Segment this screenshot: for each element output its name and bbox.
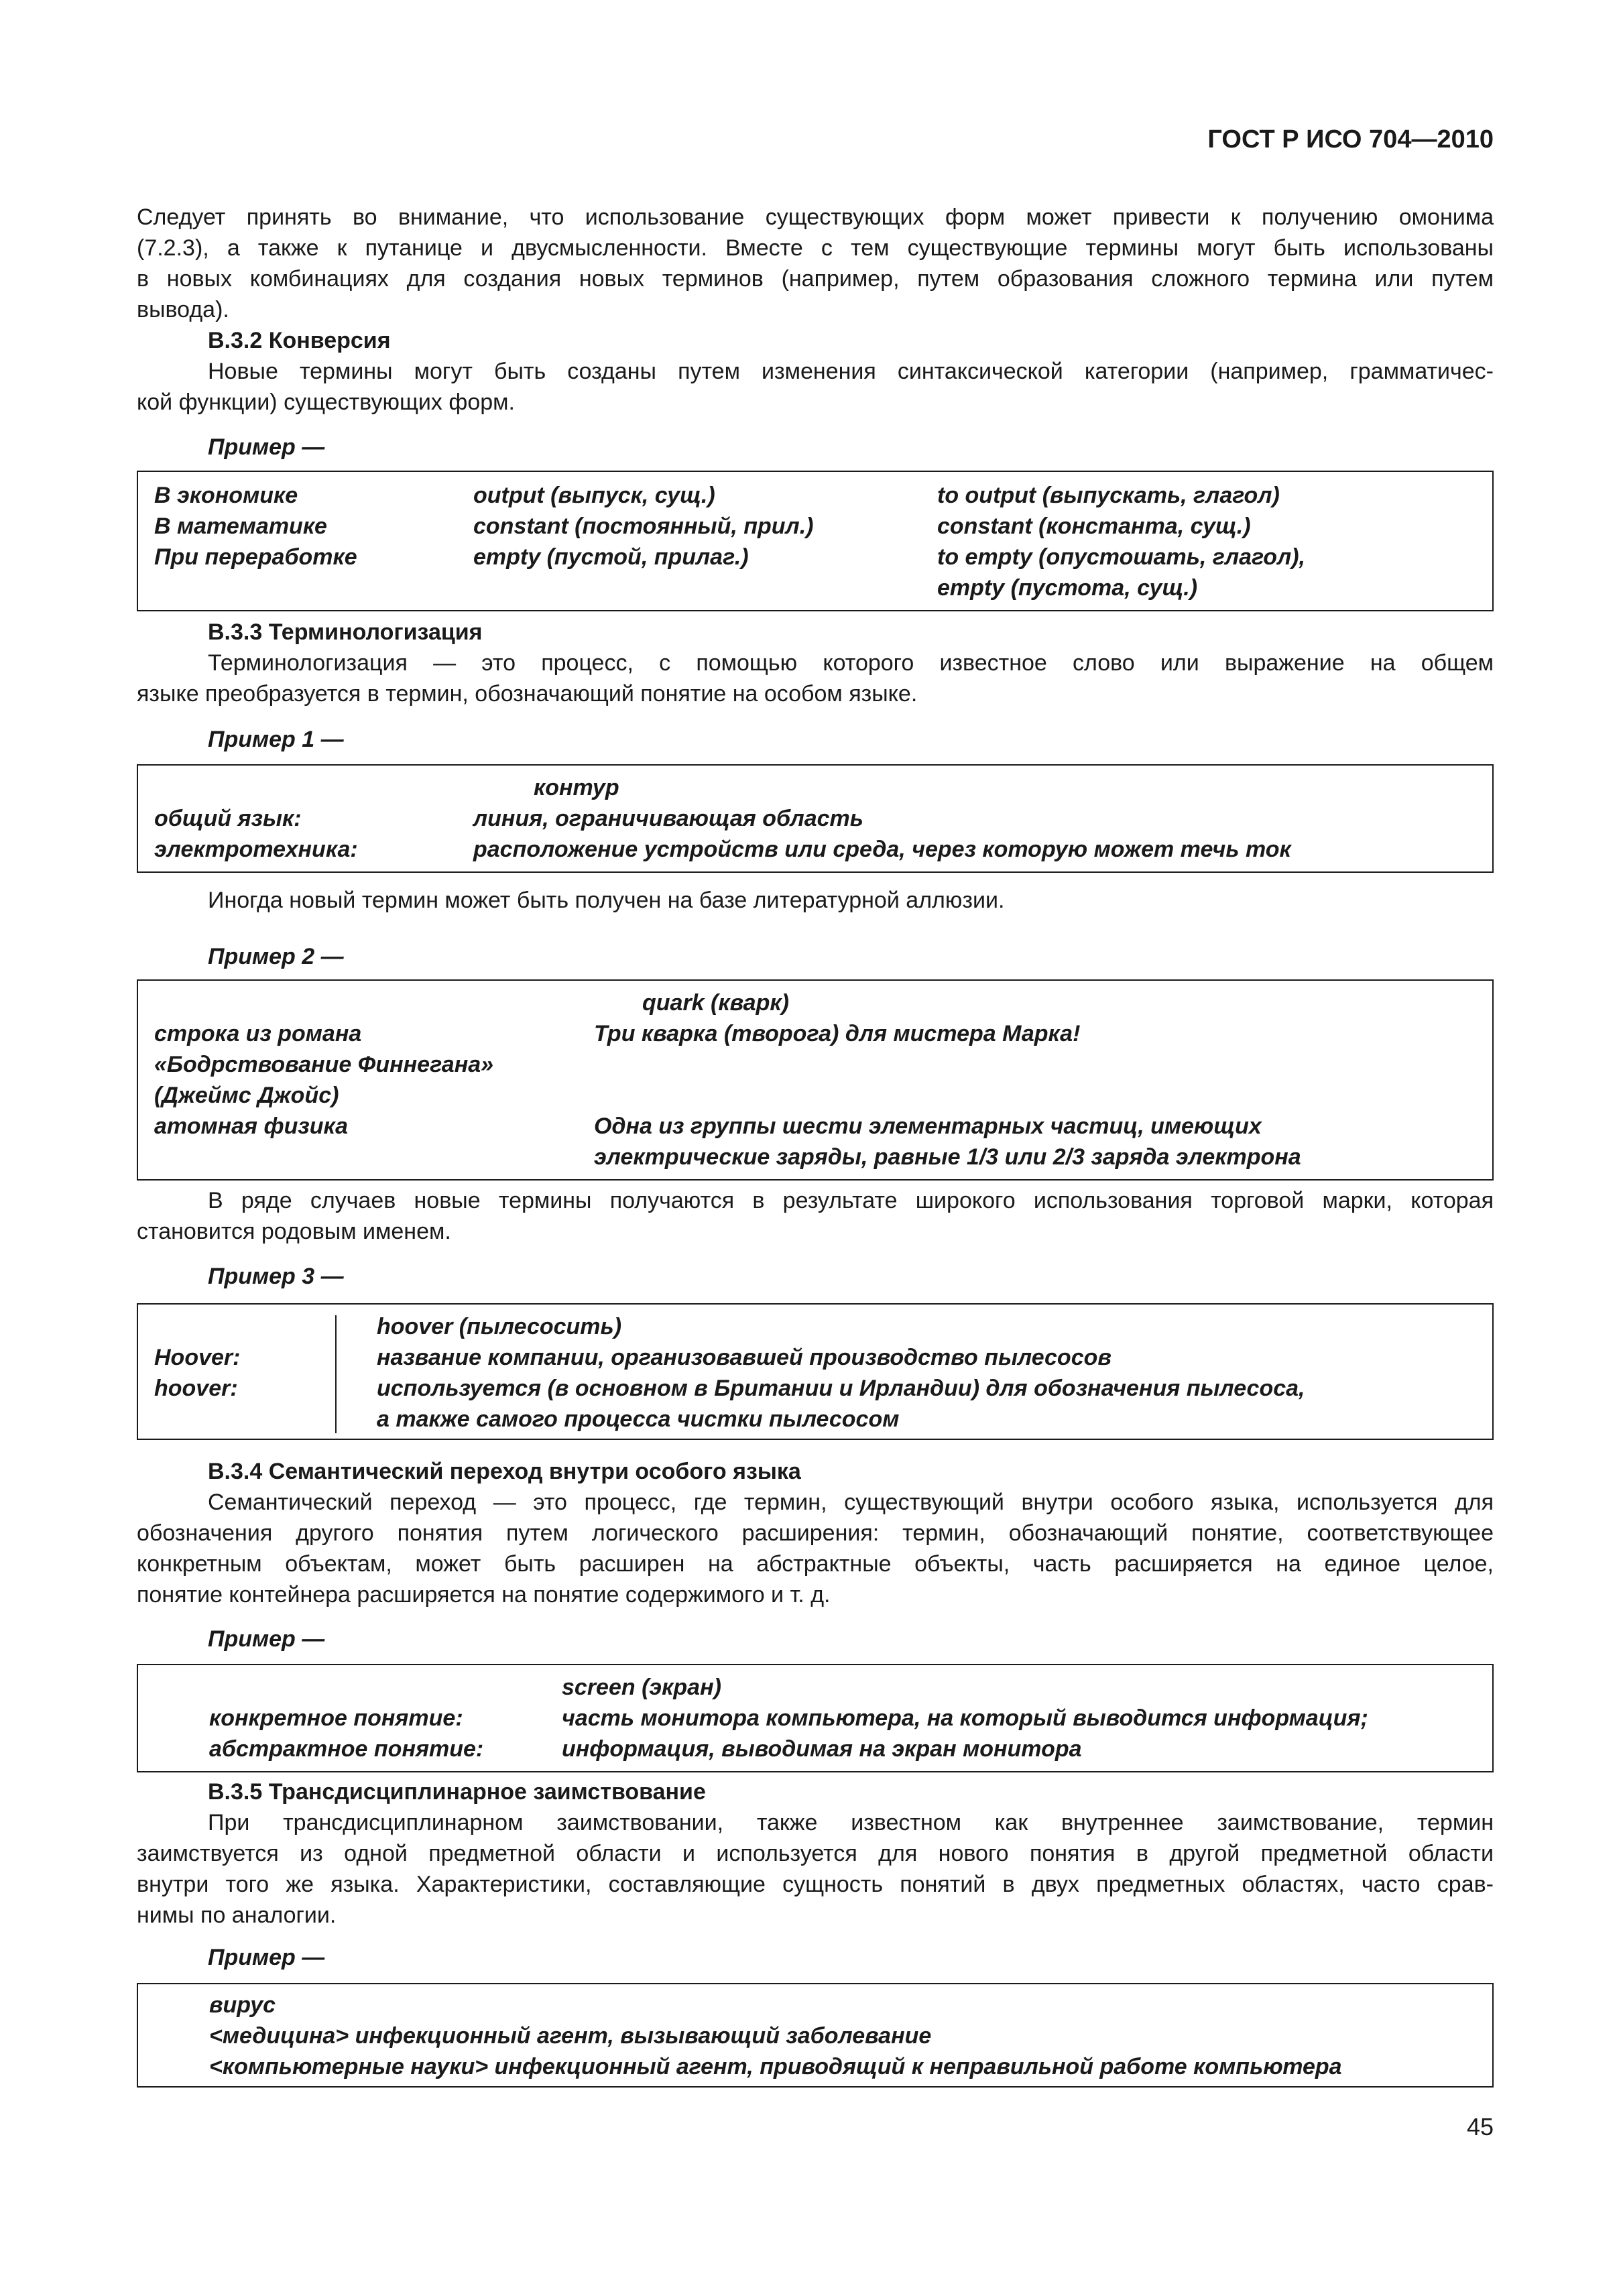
paragraph-line: заимствуется из одной предметной области и используется для нового понятия в другой предметной области bbox=[137, 1841, 1494, 1866]
box-cell: <медицина> инфекционный агент, вызывающий заболевание bbox=[209, 2023, 932, 2049]
example-label: Пример 1 — bbox=[208, 727, 344, 752]
paragraph-line: конкретным объектам, может быть расширен на абстрактные объекты, часть расширяется на единое целое, bbox=[137, 1551, 1494, 1577]
section-heading: В.3.4 Семантический переход внутри особого языка bbox=[208, 1459, 801, 1484]
section-b32 bbox=[137, 325, 1494, 418]
paragraph-line: нимы по аналогии. bbox=[137, 1902, 337, 1928]
section-b33 bbox=[137, 617, 1494, 709]
box-term: quark (кварк) bbox=[642, 990, 789, 1016]
example-box-hoover bbox=[137, 1303, 1494, 1440]
paragraph-line: Семантический переход — это процесс, где термин, существующий внутри особого языка, используется для bbox=[208, 1490, 1494, 1515]
example-label: Пример — bbox=[208, 1945, 325, 1970]
paragraph-line: При трансдисциплинарном заимствовании, также известном как внутреннее заимствование, термин bbox=[208, 1810, 1494, 1835]
example-box-screen bbox=[137, 1664, 1494, 1772]
box-term: screen (экран) bbox=[562, 1675, 721, 1700]
example-label: Пример 3 — bbox=[208, 1264, 344, 1289]
paragraph-line: языке преобразуется в термин, обозначающий понятие на особом языке. bbox=[137, 681, 918, 707]
paragraph-line: внутри того же языка. Характеристики, составляющие сущность понятий в двух предметных областях, часто срав- bbox=[137, 1872, 1494, 1897]
box-cell: В экономике bbox=[154, 483, 298, 508]
box-cell: «Бодрствование Финнегана» bbox=[154, 1052, 494, 1077]
box-cell: Hoover: bbox=[154, 1345, 241, 1370]
box-term: контур bbox=[534, 775, 619, 800]
page-number: 45 bbox=[1466, 2113, 1494, 2140]
box-cell: часть монитора компьютера, на который выводится информация; bbox=[562, 1705, 1368, 1731]
box-cell: атомная физика bbox=[154, 1113, 349, 1139]
box-cell: общий язык: bbox=[154, 806, 302, 831]
box-cell: hoover: bbox=[154, 1376, 238, 1401]
box-cell: При переработке bbox=[154, 544, 357, 570]
box-cell: абстрактное понятие: bbox=[209, 1736, 484, 1762]
paragraph-line: обозначения другого понятия путем логического расширения: термин, обозначающий понятие, соответствующее bbox=[137, 1520, 1494, 1546]
section-heading: В.3.5 Трансдисциплинарное заимствование bbox=[208, 1779, 706, 1805]
box-cell: линия, ограничивающая область bbox=[473, 806, 863, 831]
box-cell: empty (пустота, сущ.) bbox=[937, 575, 1198, 601]
box-cell: constant (постоянный, прил.) bbox=[473, 513, 814, 539]
box-cell: название компании, организовавшей производство пылесосов bbox=[377, 1345, 1111, 1370]
paragraph-line: В ряде случаев новые термины получаются в результате широкого использования торговой марки, которая bbox=[208, 1188, 1494, 1213]
box-cell: (Джеймс Джойс) bbox=[154, 1083, 339, 1108]
intro-paragraph bbox=[137, 202, 1494, 325]
box-cell: электрические заряды, равные 1/3 или 2/3 заряда электрона bbox=[594, 1144, 1301, 1170]
example-box-conversion bbox=[137, 471, 1494, 611]
box-cell: <компьютерные науки> инфекционный агент, приводящий к неправильной работе компьютера bbox=[209, 2054, 1342, 2079]
intro-line: (7.2.3), а также к путанице и двусмысленности. Вместе с тем существующие термины могут быть использованы bbox=[137, 235, 1494, 261]
box-cell: используется (в основном в Британии и Ирландии) для обозначения пылесоса, bbox=[377, 1376, 1305, 1401]
example-box-contour bbox=[137, 764, 1494, 873]
section-heading: В.3.2 Конверсия bbox=[208, 328, 391, 353]
paragraph-line: Новые термины могут быть созданы путем изменения синтаксической категории (например, грамматичес- bbox=[208, 359, 1494, 384]
box-cell: информация, выводимая на экран монитора bbox=[562, 1736, 1082, 1762]
example-label: Пример 2 — bbox=[208, 944, 344, 969]
paragraph-line: становится родовым именем. bbox=[137, 1219, 451, 1244]
box-cell: to output (выпускать, глагол) bbox=[937, 483, 1280, 508]
box-cell: строка из романа bbox=[154, 1021, 362, 1046]
paragraph: Иногда новый термин может быть получен на базе литературной аллюзии. bbox=[208, 888, 1005, 913]
paragraph-trademark bbox=[137, 1185, 1494, 1247]
section-heading: В.3.3 Терминологизация bbox=[208, 619, 483, 645]
box-cell: to empty (опустошать, глагол), bbox=[937, 544, 1305, 570]
example-box-virus bbox=[137, 1983, 1494, 2088]
intro-line: Следует принять во внимание, что использование существующих форм может привести к получению омонима bbox=[137, 204, 1494, 230]
box-cell: empty (пустой, прилаг.) bbox=[473, 544, 749, 570]
paragraph-line: Терминологизация — это процесс, с помощью которого известное слово или выражение на общем bbox=[208, 650, 1494, 676]
box-cell: output (выпуск, сущ.) bbox=[473, 483, 715, 508]
intro-line: в новых комбинациях для создания новых терминов (например, путем образования сложного термина или путем bbox=[137, 266, 1494, 292]
example-box-quark bbox=[137, 979, 1494, 1181]
paragraph-line: понятие контейнера расширяется на понятие содержимого и т. д. bbox=[137, 1582, 831, 1608]
example-label: Пример — bbox=[208, 1626, 325, 1652]
box-cell: конкретное понятие: bbox=[209, 1705, 463, 1731]
section-b35 bbox=[137, 1776, 1494, 1931]
box-term: вирус bbox=[209, 1992, 276, 2018]
section-b34 bbox=[137, 1456, 1494, 1610]
box-term: hoover (пылесосить) bbox=[377, 1314, 622, 1339]
box-cell: Одна из группы шести элементарных частиц, имеющих bbox=[594, 1113, 1262, 1139]
paragraph-line: кой функции) существующих форм. bbox=[137, 389, 515, 415]
intro-line: вывода). bbox=[137, 297, 229, 322]
box-cell: В математике bbox=[154, 513, 327, 539]
example-label: Пример — bbox=[208, 434, 325, 460]
box-cell: расположение устройств или среда, через которую может течь ток bbox=[473, 837, 1291, 862]
column-divider bbox=[335, 1315, 337, 1433]
standard-header: ГОСТ Р ИСО 704—2010 bbox=[1207, 125, 1494, 154]
box-cell: электротехника: bbox=[154, 837, 358, 862]
box-cell: Три кварка (творога) для мистера Марка! bbox=[594, 1021, 1081, 1046]
box-cell: а также самого процесса чистки пылесосом bbox=[377, 1406, 900, 1432]
box-cell: constant (константа, сущ.) bbox=[937, 513, 1251, 539]
